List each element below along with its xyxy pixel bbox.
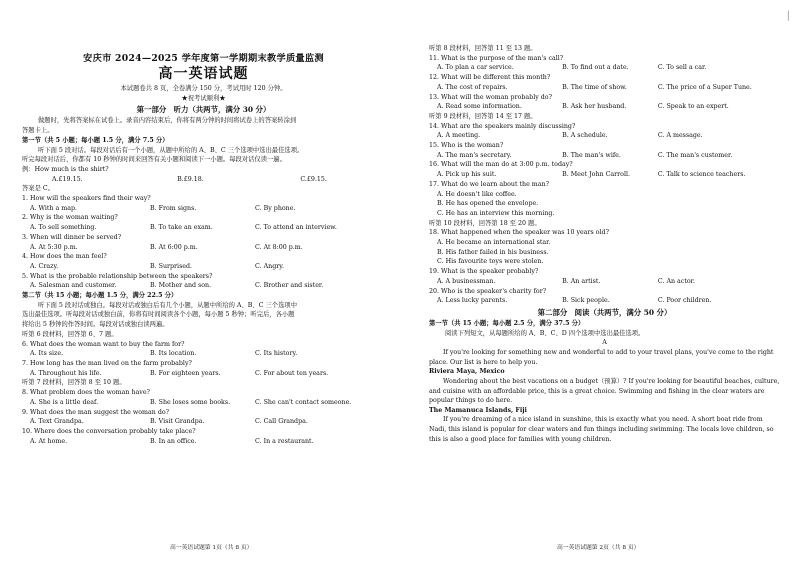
option-a: A. The cost of repairs. bbox=[437, 83, 508, 91]
option-a: A. Throughout his life. bbox=[30, 369, 102, 377]
option-b: B. Its location. bbox=[150, 350, 197, 358]
example-question: 例：How much is the shirt? bbox=[22, 165, 109, 173]
material-7-heading: 听第 7 段材料，回答第 8 至 10 题。 bbox=[22, 379, 126, 387]
option-b: B. His father failed in his business. bbox=[437, 248, 549, 256]
material-6-heading: 听第 6 段材料，回答第 6、7 题。 bbox=[22, 330, 118, 338]
place-heading: The Mamanuca Islands, Fiji bbox=[429, 406, 527, 414]
option-c: C. Call Grandpa. bbox=[255, 418, 308, 426]
option-b: B. He has opened the envelope. bbox=[437, 200, 539, 208]
question-9: 9. What does the man suggest the woman do? bbox=[22, 408, 170, 416]
question-12-options bbox=[429, 83, 780, 93]
question-3-options bbox=[22, 243, 385, 253]
question-1: 1. How will the speakers find their way? bbox=[22, 195, 151, 203]
passage-letter: A bbox=[602, 339, 607, 347]
option-b: B. Sick people. bbox=[562, 297, 610, 305]
part1-intro-line: 做题时，先将答案标在试卷上。录音内容结束后，你将有两分钟的时间将试卷上的答案转涂到 bbox=[38, 117, 297, 125]
option-b: B. Ask her husband. bbox=[562, 103, 627, 111]
question-15-options bbox=[429, 151, 780, 161]
option-c: C. At 8:00 p.m. bbox=[255, 243, 303, 251]
question-13: 13. What will the woman probably do? bbox=[429, 93, 552, 101]
question-14-options bbox=[429, 131, 780, 141]
passage-intro: If you're looking for something new and wonderful to add to your travel plans, you've come to the right place. Our list is here to help you. bbox=[429, 349, 774, 366]
page-footer: 高一英语试题第 1页（共 8 页） bbox=[170, 545, 253, 551]
option-c: C. The man's customer. bbox=[657, 151, 733, 159]
page-footer: 高一英语试题第 2页（共 8 页） bbox=[557, 545, 640, 551]
question-4: 4. How does the man feel? bbox=[22, 253, 107, 261]
option-c: C. By phone. bbox=[255, 204, 296, 212]
exam-info: 本试题卷共 8 页，全卷满分 150 分，考试用时 120 分钟。 bbox=[120, 85, 287, 92]
option-a: A.£19.15. bbox=[52, 175, 83, 183]
question-8: 8. What problem does the woman have? bbox=[22, 389, 150, 397]
option-b: B. Meet John Carroll. bbox=[562, 171, 630, 179]
question-13-options bbox=[429, 102, 780, 112]
option-c: C. Talk to science teachers. bbox=[657, 171, 746, 179]
option-b: B. For eighteen years. bbox=[150, 369, 221, 377]
option-b: B. Surprised. bbox=[150, 262, 193, 270]
place-description: Wondering about the best vacations on a budget（预算）? If you're looking for beautiful beaches, culture, and cuisine with an affordable price, this is a great choice. Swimming and fishing in the clear waters are popular things to do here. bbox=[429, 377, 780, 405]
option-b: B. To find out a date. bbox=[562, 64, 629, 72]
option-c: C. Angry. bbox=[255, 262, 284, 270]
question-16-options bbox=[429, 170, 780, 180]
question-15: 15. Who is the woman? bbox=[429, 142, 504, 150]
option-a: A. A meeting. bbox=[437, 132, 481, 140]
option-b: B. To take an exam. bbox=[150, 224, 213, 232]
question-6-options bbox=[22, 349, 385, 359]
option-b: B. Visit Grandpa. bbox=[150, 418, 205, 426]
question-4-options bbox=[22, 262, 385, 272]
section2-title: 第二节（共 15 小题；每小题 1.5 分，满分 22.5 分） bbox=[22, 292, 178, 300]
part1-title: 第一部分 听力（共两节，满分 30 分） bbox=[136, 105, 271, 115]
good-luck-wish: ★祝考试顺利★ bbox=[181, 94, 226, 102]
question-18: 18. What happened when the speaker was 10 years old? bbox=[429, 229, 609, 237]
option-b: B. She loses some books. bbox=[150, 398, 231, 406]
question-20-options bbox=[429, 296, 780, 306]
section2-directions: 听下面 5 段对话或独白。每段对话或独白后有几个小题，从题中所给的 A、B、C 三个选项中 bbox=[38, 301, 297, 309]
option-b: B. An artist. bbox=[562, 277, 601, 285]
material-8-heading: 听第 8 段材料，回答第 11 至 13 题。 bbox=[429, 45, 537, 52]
option-a: A. Crazy. bbox=[30, 262, 59, 270]
question-5: 5. What is the probable relationship between the speakers? bbox=[22, 272, 213, 280]
option-a: A. To sell something. bbox=[30, 224, 97, 232]
option-c: C. Its history. bbox=[255, 350, 298, 358]
question-16: 16. What will the man do at 3:00 p.m. today? bbox=[429, 161, 573, 169]
option-a: A. Pick up his suit. bbox=[437, 171, 497, 179]
question-6: 6. What does the woman want to buy the farm for? bbox=[22, 340, 185, 348]
option-a: A. Text Grandpa. bbox=[30, 418, 84, 426]
option-c: C. Brother and sister. bbox=[255, 282, 324, 290]
option-c: C. In a restaurant. bbox=[255, 437, 314, 445]
option-b: B. The time of show. bbox=[562, 83, 627, 91]
option-a: A. Read some information. bbox=[437, 103, 522, 111]
question-1-options bbox=[22, 204, 385, 214]
question-3: 3. When will dinner be served? bbox=[22, 233, 122, 241]
place-heading: Riviera Maya, Mexico bbox=[429, 368, 505, 376]
option-b: B.£9.18. bbox=[177, 175, 204, 183]
question-19-options bbox=[429, 277, 780, 287]
section2-directions: 选出最佳选项。听每段对话或独白前，你将有时间阅读各个小题，每小题 5 秒钟；听完后，各小题 bbox=[22, 311, 295, 319]
question-14: 14. What are the speakers mainly discussing? bbox=[429, 122, 576, 130]
question-10: 10. Where does the conversation probably take place? bbox=[22, 427, 196, 435]
option-a: A. At 5:30 p.m. bbox=[30, 243, 78, 251]
option-c: C. To sell a car. bbox=[657, 64, 707, 72]
option-a: A. Less lucky parents. bbox=[437, 297, 508, 305]
question-2-options bbox=[22, 223, 385, 233]
option-a: A. Its size. bbox=[30, 350, 64, 358]
exam-title: 安庆市 2024—2025 学年度第一学期期末教学质量监测 bbox=[83, 53, 324, 64]
option-a: A. The man's secretary. bbox=[437, 151, 512, 159]
example-options bbox=[22, 175, 385, 185]
subject-title: 高一英语试题 bbox=[158, 66, 249, 82]
question-19: 19. What is the speaker probably? bbox=[429, 268, 539, 276]
material-10-heading: 听第 10 段材料，回答第 18 至 20 题。 bbox=[429, 219, 541, 227]
option-c: C. An actor. bbox=[657, 277, 695, 285]
option-b: B. In an office. bbox=[150, 437, 197, 445]
option-b: B. The man's wife. bbox=[562, 151, 621, 159]
part2-title: 第二部分 阅读（共两节，满分 50 分） bbox=[537, 307, 672, 317]
question-9-options bbox=[22, 417, 385, 427]
page-corner-mark: | bbox=[786, 10, 790, 21]
option-a: A. He doesn't like coffee. bbox=[437, 190, 517, 198]
part2-section1-title: 第一节（共 15 小题；每小题 2.5 分，满分 37.5 分） bbox=[429, 319, 585, 327]
option-c: C. To attend an interview. bbox=[255, 224, 337, 232]
option-c: C. His favourite toys were stolen. bbox=[437, 258, 544, 266]
option-c: C. He has an interview this morning. bbox=[437, 209, 555, 217]
question-8-options bbox=[22, 398, 385, 408]
option-c: C. A message. bbox=[657, 132, 703, 140]
part1-intro-line: 答题卡上。 bbox=[22, 127, 54, 135]
option-a: A. She is a little deaf. bbox=[30, 398, 99, 406]
option-b: B. At 6:00 p.m. bbox=[150, 243, 198, 251]
section1-directions: 听完每段对话后，你都有 10 秒钟的时间来回答有关小题和阅读下一小题。每段对话仅读一遍。 bbox=[22, 156, 286, 164]
question-20: 20. Who is the speaker's charity for? bbox=[429, 287, 547, 295]
example-answer: 答案是 C。 bbox=[22, 185, 55, 193]
option-c: C. Speak to an expert. bbox=[657, 103, 729, 111]
material-9-heading: 听第 9 段材料，回答第 14 至 17 题。 bbox=[429, 112, 537, 120]
question-17: 17. What do we learn about the man? bbox=[429, 180, 549, 188]
question-7-options bbox=[22, 369, 385, 379]
right-page bbox=[397, 0, 794, 561]
option-b: B. From signs. bbox=[150, 204, 197, 212]
option-b: B. Mother and son. bbox=[150, 282, 212, 290]
question-7: 7. How long has the man lived on the farm probably? bbox=[22, 359, 192, 367]
question-11: 11. What is the purpose of the man's call? bbox=[429, 54, 564, 62]
option-c: C. She can't contact someone. bbox=[255, 398, 352, 406]
option-a: A. A businessman. bbox=[437, 277, 496, 285]
part2-section1-directions: 阅读下列短文，从每题所给的 A、B、C、D 四个选项中选出最佳选项。 bbox=[445, 329, 645, 337]
place-description: If you're dreaming of a nice island in sunshine, this is exactly what you need. A short boat ride from Nadi, this island is popular for clear waters and fun things including swimming. The locals love children, so this is also a good place for families with young children. bbox=[429, 416, 774, 443]
option-a: A. Salesman and customer. bbox=[30, 282, 117, 290]
option-b: B. A schedule. bbox=[562, 132, 608, 140]
section2-directions: 将给出 5 秒钟的作答时间。每段对话或独白读两遍。 bbox=[22, 321, 169, 329]
option-a: A. To plan a car service. bbox=[437, 64, 514, 72]
option-a: A. He became an international star. bbox=[437, 239, 551, 247]
option-a: A. With a map. bbox=[30, 204, 78, 212]
question-10-options bbox=[22, 437, 385, 447]
question-11-options bbox=[429, 63, 780, 73]
question-2: 2. Why is the woman waiting? bbox=[22, 214, 118, 222]
option-a: A. At home. bbox=[30, 437, 68, 445]
section1-directions: 听下面 5 段对话。每段对话后有一个小题，从题中所给的 A、B、C 三个选项中选出最佳选项。 bbox=[38, 146, 304, 154]
option-c: C.£9.15. bbox=[300, 175, 327, 183]
option-c: C. For about ten years. bbox=[255, 369, 329, 377]
question-5-options bbox=[22, 281, 385, 291]
option-c: C. Poor children. bbox=[657, 297, 712, 305]
section1-title: 第一节（共 5 小题；每小题 1.5 分，满分 7.5 分） bbox=[22, 136, 169, 144]
question-12: 12. What will be different this month? bbox=[429, 74, 551, 82]
option-c: C. The price of a Super Tune. bbox=[657, 83, 752, 91]
